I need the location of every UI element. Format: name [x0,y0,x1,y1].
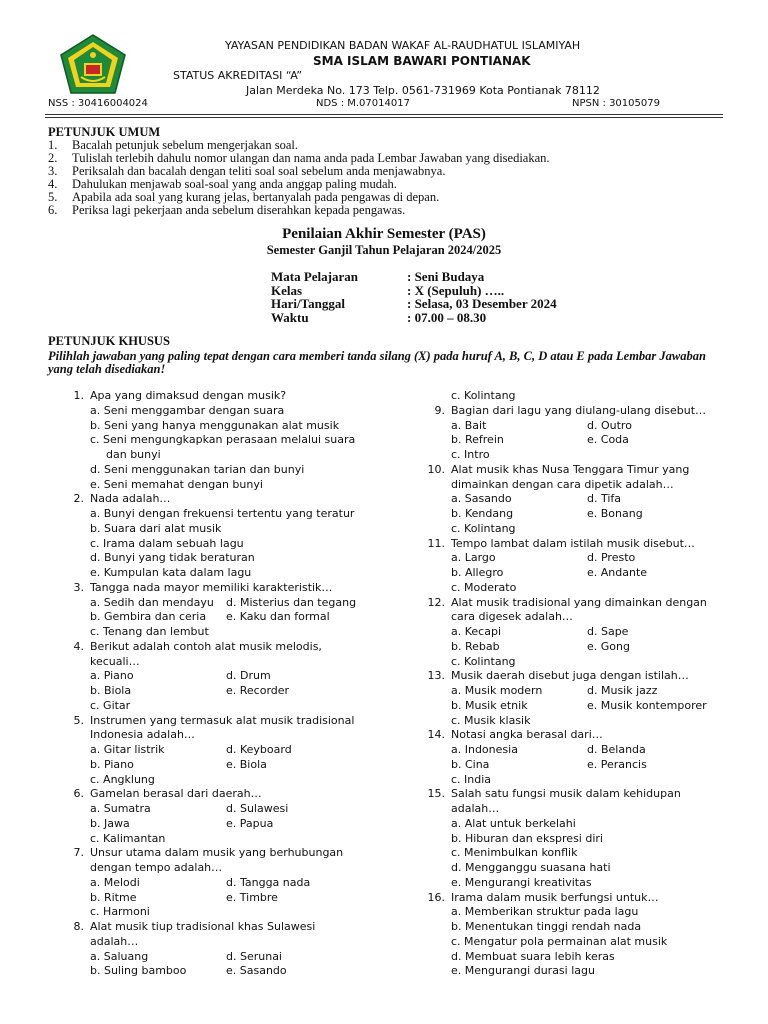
answer-option: d. Belanda [587,743,646,756]
answer-line [48,950,388,965]
answer-option: e. Sasando [226,964,287,978]
answer-option: c. Harmoni [90,905,150,919]
answer-line [409,492,729,507]
answer-option: b. Menentukan tinggi rendah nada [451,920,642,933]
answer-line [48,419,388,434]
question-number: 15. [427,787,445,801]
general-instructions-list [48,139,550,217]
exam-subtitle: Semester Ganjil Tahun Pelajaran 2024/2025 [266,243,502,257]
answer-option: b. Biola [90,684,132,697]
answer-line [409,964,729,979]
instruction-text: Bacalah petunjuk sebelum mengerjakan soal. [72,138,298,152]
answer-line [409,876,729,891]
answer-option: a. Indonesia [451,743,518,756]
answer-option: c. Kolintang [451,389,516,402]
answer-line [48,964,388,979]
question-text: Tempo lambat dalam istilah musik disebut… [451,536,695,550]
question-number: 4. [73,639,84,653]
answer-option: c. Kolintang [451,654,516,668]
answer-line [409,714,729,729]
answer-line [409,610,729,625]
answer-line [409,625,729,640]
answer-option: b. Ritme [90,890,137,904]
npsn-number: NPSN : 30105079 [572,98,660,109]
nss-number: NSS : 30416004024 [48,98,148,109]
question-text: Irama dalam musik berfungsi untuk… [451,890,659,904]
question-line [48,640,388,655]
answer-line [48,817,388,832]
question-text: dimainkan dengan cara dipetik adalah… [451,477,674,491]
answer-option: a. Piano [90,669,134,683]
answer-option: b. Piano [90,757,134,771]
info-value: : Seni Budaya [407,269,485,284]
answer-line [48,551,388,566]
answer-line [409,861,729,876]
specific-instructions-text: Pilihlah jawaban yang paling tepat dengan cara memberi tanda silang (X) pada huruf A, B, C, D atau E pada Lembar Jawaban yang telah disediakan! [48,349,706,376]
answer-option: c. India [451,772,492,786]
answer-option: a. Seni menggambar dengan suara [90,403,285,417]
answer-line [409,478,729,493]
answer-option: b. Seni yang hanya menggunakan alat musik [90,418,340,432]
answer-option: c. Tenang dan lembut [90,625,209,638]
answer-line [48,905,388,920]
question-text: Indonesia adalah… [90,728,195,742]
answer-line [48,758,388,773]
answer-line [48,463,388,478]
answer-option: b. Cina [451,757,490,771]
list-item: 4. Dahulukan menjawab soal-soal yang anda anggap paling mudah. [48,177,397,191]
answer-option: e. Perancis [587,757,647,771]
question-text: Alat musik tiup tradisional khas Sulawesi [90,920,316,933]
answer-option: e. Bonang [587,507,643,520]
question-line [409,596,729,611]
question-line [48,581,388,596]
question-text: Nada adalah… [90,492,171,506]
answer-option: b. Suara dari alat musik [90,521,222,535]
answer-line [409,581,729,596]
exam-title: Penilaian Akhir Semester (PAS) [282,226,486,242]
answer-line [48,832,388,847]
answer-option: e. Timbre [226,890,278,904]
answer-line [48,404,388,419]
answer-option: d. Tifa [587,492,622,506]
answer-line [48,655,388,670]
answer-line [409,743,729,758]
question-number: 9. [434,403,445,417]
question-text: Gamelan berasal dari daerah… [90,787,262,801]
answer-line [409,773,729,788]
question-text: adalah… [451,802,500,815]
answer-option: d. Seni menggunakan tarian dan bunyi [90,462,305,476]
answer-option: b. Suling bamboo [90,964,187,978]
answer-option: a. Largo [451,551,496,565]
instruction-text: Periksa lagi pekerjaan anda sebelum diserahkan kepada pengawas. [72,203,406,217]
answer-option: a. Alat untuk berkelahi [451,816,576,830]
answer-option: d. Mengganggu suasana hati [451,861,611,874]
list-item: 6. Periksa lagi pekerjaan anda sebelum diserahkan kepada pengawas. [48,203,406,217]
answer-line [409,950,729,965]
answer-option: b. Hiburan dan ekspresi diri [451,831,603,845]
answer-option: d. Musik jazz [587,684,658,697]
answer-option: e. Kumpulan kata dalam lagu [90,566,252,579]
answer-option: d. Membuat suara lebih keras [451,949,615,963]
question-text: Apa yang dimaksud dengan musik? [90,389,287,402]
info-row [271,284,557,298]
answer-option: a. Kecapi [451,625,501,638]
info-row [271,297,557,311]
answer-line [409,802,729,817]
answer-option: c. Intro [451,448,490,461]
answer-option: c. Kolintang [451,521,516,535]
question-number: 6. [73,787,84,801]
answer-line [48,448,388,463]
answer-option: e. Mengurangi kreativitas [451,875,592,889]
accreditation-status: STATUS AKREDITASI “A” [173,69,303,82]
question-text: Berikut adalah contoh alat musik melodis, [90,639,322,653]
answer-option: c. Irama dalam sebuah lagu [90,536,244,550]
answer-line [48,596,388,611]
answer-option: c. Menimbulkan konflik [451,846,578,860]
school-address: Jalan Merdeka No. 173 Telp. 0561-731969 Kota Pontianak 78112 [246,84,600,97]
nds-number: NDS : M.07014017 [316,98,410,109]
answer-option: e. Musik kontemporer [587,698,707,712]
info-row [271,311,557,325]
question-text: cara digesek adalah… [451,610,573,624]
answer-line [409,832,729,847]
question-number: 13. [427,669,445,683]
answer-line [48,478,388,493]
answer-line [409,551,729,566]
question-number: 8. [73,920,84,933]
list-item: 5. Apabila ada soal yang kurang jelas, bertanyalah pada pengawas di depan. [48,190,440,204]
answer-option: b. Jawa [90,816,130,830]
list-item: 1. Bacalah petunjuk sebelum mengerjakan soal. [48,138,298,152]
answer-option: a. Memberikan struktur pada lagu [451,905,639,919]
instruction-text: Dahulukan menjawab soal-soal yang anda anggap paling mudah. [72,177,397,191]
list-item: 2. Tulislah terlebih dahulu nomor ulangan dan nama anda pada Lembar Jawaban yang disediakan. [48,151,550,165]
answer-option: a. Bait [451,418,487,432]
answer-line [409,419,729,434]
answer-line [409,920,729,935]
question-number: 12. [427,595,445,609]
answer-option: d. Sulawesi [226,802,289,815]
question-text: Unsur utama dalam musik yang berhubungan [90,846,344,860]
question-number: 7. [73,846,84,860]
question-number: 16. [427,890,445,904]
answer-option: d. Misterius dan tegang [226,595,357,609]
answer-option: b. Allegro [451,566,504,579]
answer-line [409,448,729,463]
info-value: : Selasa, 03 Desember 2024 [407,296,557,311]
instruction-text: Apabila ada soal yang kurang jelas, bertanyalah pada pengawas di depan. [72,190,440,204]
answer-option: c. Seni mengungkapkan perasaan melalui suara [90,433,356,447]
list-item: 3. Periksalah dan bacalah dengan teliti soal soal sebelum anda menjawabnya. [48,164,446,178]
specific-instructions-title: PETUNJUK KHUSUS [48,334,170,348]
answer-option: e. Coda [587,433,629,447]
answer-option: d. Bunyi yang tidak beraturan [90,551,255,565]
answer-option: a. Saluang [90,949,149,963]
answer-line [409,507,729,522]
question-number: 5. [73,713,84,727]
answer-line [409,433,729,448]
answer-line [409,522,729,537]
answer-option: c. Mengatur pola permainan alat musik [451,934,668,948]
answer-option: d. Sape [587,625,629,638]
question-text: Bagian dari lagu yang diulang-ulang disebut… [451,403,707,417]
answer-option: e. Mengurangi durasi lagu [451,964,595,978]
answer-option: e. Kaku dan formal [226,610,330,624]
answer-option: c. Musik klasik [451,713,531,727]
info-value: : 07.00 – 08.30 [407,309,487,325]
question-text: kecuali… [90,654,140,668]
foundation-name: YAYASAN PENDIDIKAN BADAN WAKAF AL-RAUDHATUL ISLAMIYAH [225,39,581,52]
question-line [409,463,729,478]
answer-line [409,640,729,655]
answer-line [409,566,729,581]
answer-option: a. Sasando [451,492,512,506]
answer-line [48,861,388,876]
question-line [409,537,729,552]
answer-option: a. Gitar listrik [90,743,165,756]
question-line [48,389,388,404]
instruction-text: Periksalah dan bacalah dengan teliti soal soal sebelum anda menjawabnya. [72,164,446,178]
question-number: 10. [427,462,445,476]
question-text: Salah satu fungsi musik dalam kehidupan [451,787,681,801]
question-text: Musik daerah disebut juga dengan istilah… [451,669,689,683]
answer-line [409,905,729,920]
answer-option: e. Papua [226,816,274,830]
answer-option: c. Kalimantan [90,831,166,845]
info-key: Waktu [271,309,309,325]
answer-line [48,522,388,537]
answer-option: c. Moderato [451,580,517,594]
answer-option: e. Biola [226,757,267,771]
answer-option: b. Rebab [451,639,500,653]
answer-option: b. Kendang [451,507,514,520]
answer-line [409,846,729,861]
info-key: Mata Pelajaran [271,269,359,284]
instruction-text: Tulislah terlebih dahulu nomor ulangan dan nama anda pada Lembar Jawaban yang disediakan. [72,151,550,165]
answer-line [48,684,388,699]
answer-option: d. Tangga nada [226,875,311,889]
question-line [48,846,388,861]
questions-left-column [48,389,388,979]
answer-line [48,802,388,817]
answer-line [409,758,729,773]
answer-option: a. Musik modern [451,684,543,697]
question-line [48,920,388,935]
question-text: Alat musik tradisional yang dimainkan dengan [451,595,707,609]
general-instructions-title: PETUNJUK UMUM [48,125,161,139]
answer-option: d. Presto [587,551,636,565]
answer-option: d. Outro [587,418,632,432]
question-line [409,669,729,684]
question-text: Notasi angka berasal dari… [451,728,603,742]
answer-option: c. Gitar [90,698,131,712]
question-line [409,787,729,802]
answer-line [48,935,388,950]
question-text: Tangga nada mayor memiliki karakteristik… [90,580,333,594]
question-number: 14. [427,728,445,742]
answer-option: e. Gong [587,639,630,653]
answer-line [48,773,388,788]
answer-line [48,625,388,640]
answer-option: b. Refrein [451,433,504,447]
answer-option: a. Sumatra [90,802,151,815]
answer-option: e. Seni memahat dengan bunyi [90,477,263,491]
answer-option-continued: dan bunyi [106,448,161,461]
question-line [48,714,388,729]
question-number: 1. [73,389,84,402]
question-text: adalah… [90,934,139,948]
question-number: 2. [73,492,84,506]
question-text: dengan tempo adalah… [90,861,223,874]
answer-line [48,507,388,522]
exam-info-table [271,270,557,324]
answer-option: e. Andante [587,566,648,579]
answer-option: e. Recorder [226,684,290,697]
answer-option: b. Musik etnik [451,698,528,712]
answer-line [48,669,388,684]
answer-line [48,433,388,448]
answer-line [48,891,388,906]
answer-line [48,743,388,758]
question-line [409,728,729,743]
answer-line [409,389,729,404]
header-divider [45,114,723,118]
answer-line [409,684,729,699]
question-number: 11. [427,536,445,550]
question-line [48,787,388,802]
answer-line [48,566,388,581]
school-name: SMA ISLAM BAWARI PONTIANAK [313,54,531,68]
question-text: Alat musik khas Nusa Tenggara Timur yang [451,462,690,476]
answer-option: d. Drum [226,669,271,683]
school-logo-icon [57,33,129,95]
question-number: 3. [73,580,84,594]
answer-line [409,935,729,950]
questions-right-column [409,389,729,979]
question-text: Instrumen yang termasuk alat musik tradisional [90,713,355,727]
question-line [409,891,729,906]
answer-line [409,817,729,832]
answer-option: b. Gembira dan ceria [90,610,207,624]
answer-option: a. Sedih dan mendayu [90,595,214,609]
info-key: Kelas [271,282,303,298]
answer-option: a. Bunyi dengan frekuensi tertentu yang teratur [90,507,355,520]
answer-line [409,655,729,670]
answer-option: d. Keyboard [226,743,292,756]
info-key: Hari/Tanggal [271,296,345,311]
question-line [48,492,388,507]
answer-line [48,537,388,552]
answer-option: a. Melodi [90,875,140,889]
answer-option: d. Serunai [226,949,282,963]
answer-line [409,699,729,714]
info-row [271,270,557,284]
answer-line [48,610,388,625]
answer-line [48,876,388,891]
answer-line [48,728,388,743]
answer-line [48,699,388,714]
info-value: : X (Sepuluh) ….. [407,282,505,298]
question-line [409,404,729,419]
answer-option: c. Angklung [90,772,155,786]
